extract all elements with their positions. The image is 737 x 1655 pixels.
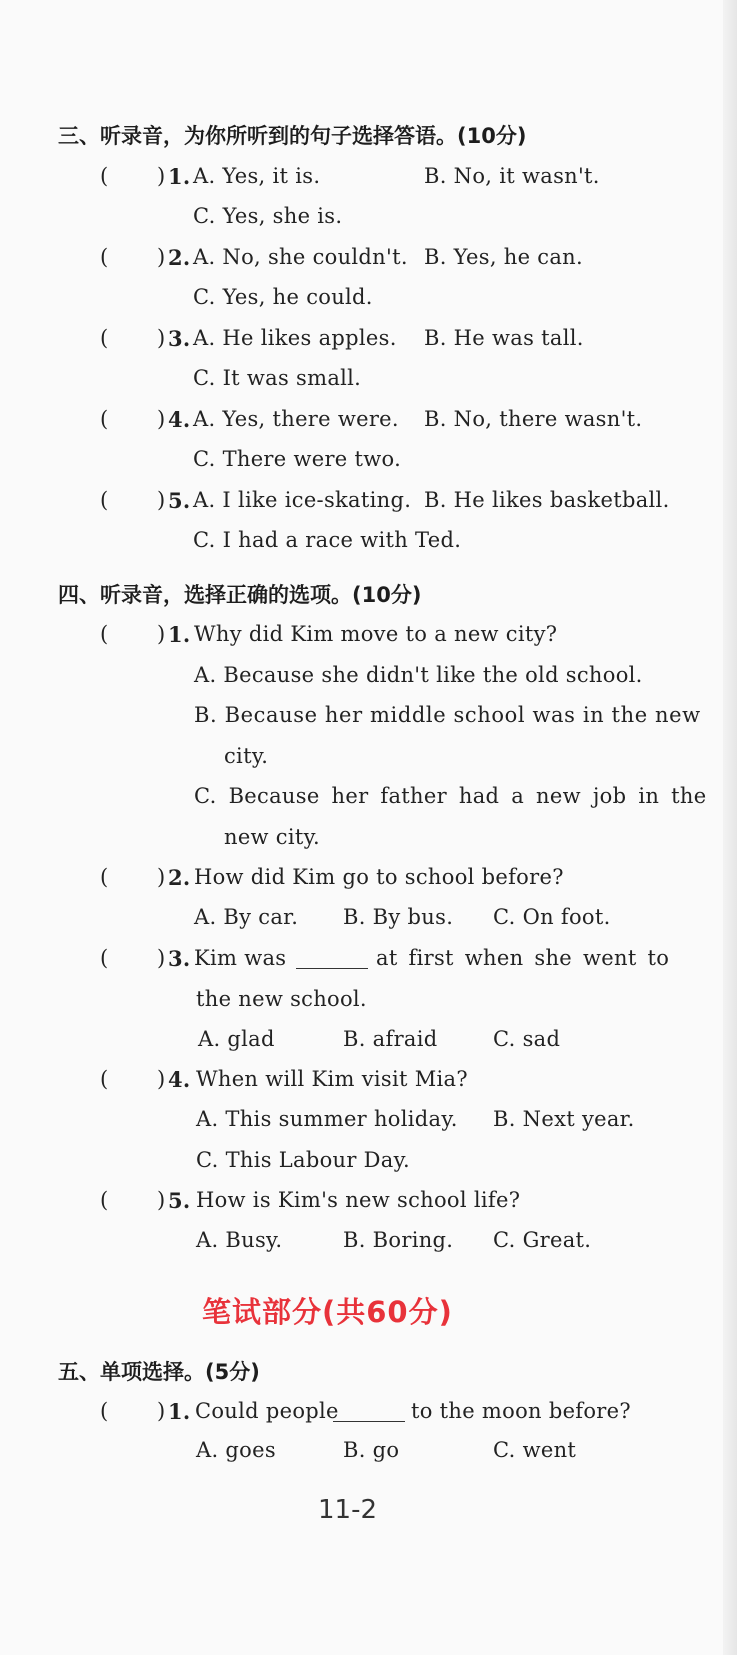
option-a: A. glad [198, 1027, 275, 1051]
option-b: B. Because her middle school was in the new [194, 703, 701, 727]
option-b: B. He likes basketball. [424, 488, 670, 512]
option-b: B. go [343, 1438, 400, 1462]
option-c: C. went [493, 1438, 577, 1462]
question-number: 5. [168, 488, 191, 513]
page-edge [723, 0, 737, 1655]
option-b-continued: city. [224, 744, 269, 768]
option-b: B. No, it wasn't. [424, 164, 600, 188]
section-3-heading: 三、听录音，为你所听到的句子选择答语。(10分) [58, 124, 527, 148]
answer-paren-open: ( [100, 1067, 109, 1091]
option-a: A. He likes apples. [193, 326, 397, 350]
answer-paren-close: ) [157, 407, 166, 431]
question-number: 1. [168, 1399, 191, 1424]
option-b: B. He was tall. [424, 326, 584, 350]
question-text: When will Kim visit Mia? [196, 1067, 468, 1091]
option-a: A. Because she didn't like the old school. [194, 663, 643, 687]
answer-blank [333, 1405, 405, 1422]
option-c: C. Yes, he could. [193, 285, 373, 309]
answer-paren-open: ( [100, 946, 109, 970]
option-c: C. I had a race with Ted. [193, 528, 462, 552]
section-4-heading: 四、听录音，选择正确的选项。(10分) [58, 583, 422, 607]
option-c: C. Great. [493, 1228, 592, 1252]
option-a: A. Busy. [196, 1228, 283, 1252]
section-5-heading: 五、单项选择。(5分) [58, 1360, 260, 1384]
answer-paren-close: ) [157, 946, 166, 970]
option-a: A. Yes, it is. [193, 164, 321, 188]
question-number: 3. [168, 326, 191, 351]
option-c-continued: new city. [224, 825, 320, 849]
question-text-continued: to the moon before? [411, 1399, 631, 1423]
option-c: C. There were two. [193, 447, 402, 471]
answer-paren-close: ) [157, 245, 166, 269]
answer-paren-close: ) [157, 326, 166, 350]
option-c: C. Because her father had a new job in the [194, 784, 707, 808]
question-text-line-2: the new school. [196, 987, 367, 1011]
answer-paren-open: ( [100, 622, 109, 646]
option-a: A. No, she couldn't. [193, 245, 408, 269]
question-number: 1. [168, 622, 191, 647]
answer-paren-close: ) [157, 488, 166, 512]
option-a: A. goes [196, 1438, 276, 1462]
answer-paren-close: ) [157, 1067, 166, 1091]
option-b: B. afraid [343, 1027, 438, 1051]
question-number: 5. [168, 1188, 191, 1213]
question-text: Could people [195, 1399, 339, 1423]
question-number: 2. [168, 865, 191, 890]
option-a: A. Yes, there were. [193, 407, 399, 431]
option-a: A. By car. [194, 905, 299, 929]
option-b: B. Yes, he can. [424, 245, 583, 269]
question-number: 4. [168, 407, 191, 432]
option-b: B. No, there wasn't. [424, 407, 643, 431]
option-c: C. Yes, she is. [193, 204, 343, 228]
question-text: How did Kim go to school before? [194, 865, 564, 889]
answer-paren-close: ) [157, 1188, 166, 1212]
answer-paren-close: ) [157, 1399, 166, 1423]
question-text-continued: at first when she went to [376, 946, 670, 970]
question-text: Why did Kim move to a new city? [194, 622, 558, 646]
answer-paren-open: ( [100, 407, 109, 431]
answer-paren-open: ( [100, 1399, 109, 1423]
answer-paren-close: ) [157, 164, 166, 188]
written-part-title: 笔试部分(共60分) [202, 1295, 453, 1329]
answer-paren-open: ( [100, 326, 109, 350]
answer-paren-close: ) [157, 622, 166, 646]
page-number: 11-2 [318, 1495, 378, 1525]
answer-blank [296, 952, 368, 969]
option-b: B. By bus. [343, 905, 454, 929]
option-a: A. I like ice-skating. [193, 488, 412, 512]
question-number: 2. [168, 245, 191, 270]
answer-paren-open: ( [100, 164, 109, 188]
answer-paren-open: ( [100, 1188, 109, 1212]
option-b: B. Next year. [493, 1107, 635, 1131]
question-text: Kim was [194, 946, 287, 970]
answer-paren-close: ) [157, 865, 166, 889]
answer-paren-open: ( [100, 865, 109, 889]
option-c: C. sad [493, 1027, 561, 1051]
option-a: A. This summer holiday. [196, 1107, 458, 1131]
answer-paren-open: ( [100, 488, 109, 512]
answer-paren-open: ( [100, 245, 109, 269]
option-c: C. It was small. [193, 366, 362, 390]
question-number: 1. [168, 164, 191, 189]
question-number: 4. [168, 1067, 191, 1092]
option-c: C. On foot. [493, 905, 611, 929]
question-number: 3. [168, 946, 191, 971]
option-c: C. This Labour Day. [196, 1148, 410, 1172]
question-text: How is Kim's new school life? [196, 1188, 521, 1212]
option-b: B. Boring. [343, 1228, 454, 1252]
